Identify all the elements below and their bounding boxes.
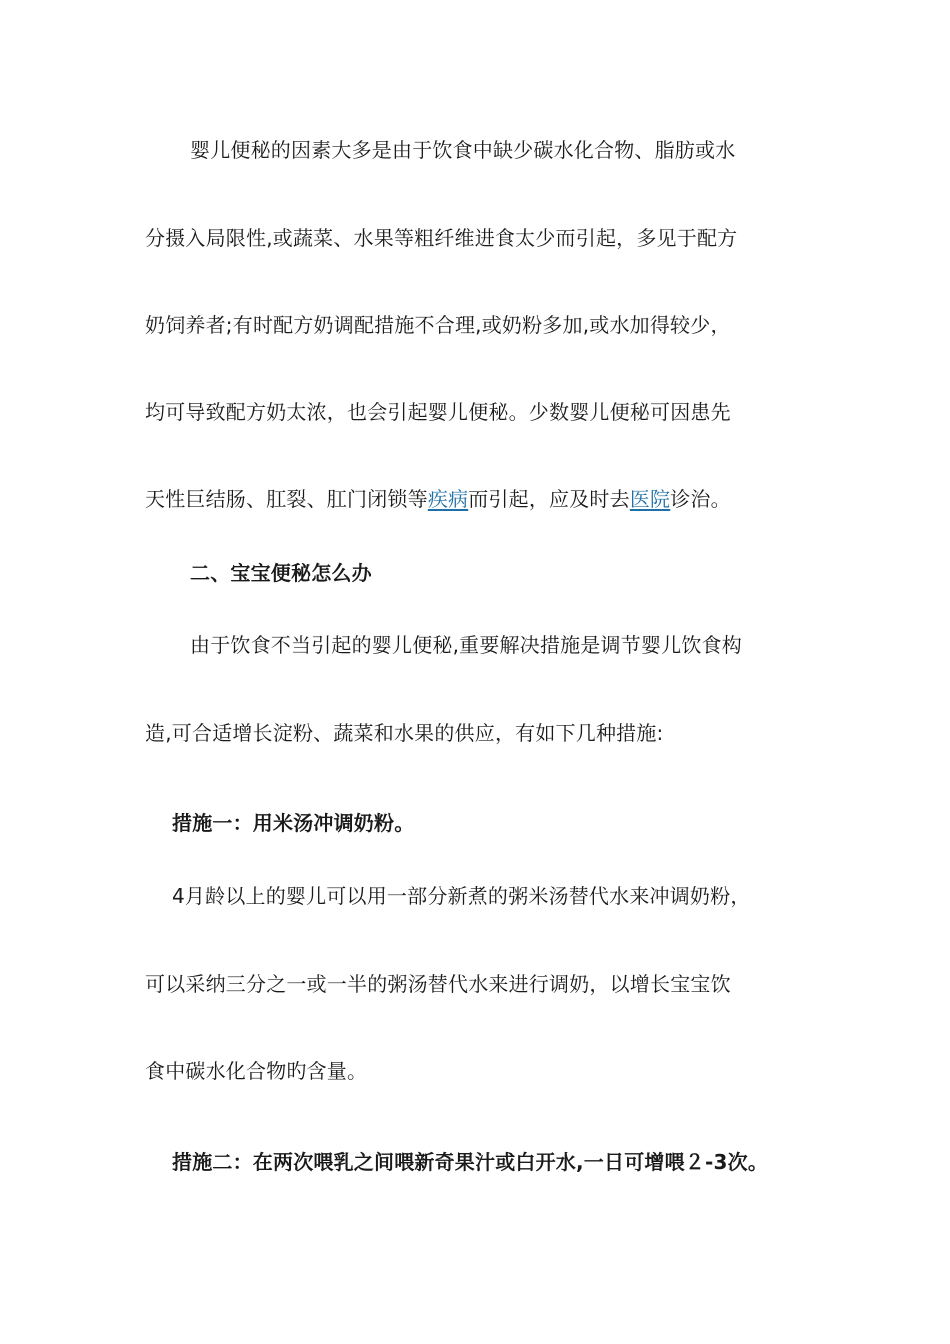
paragraph-2-line-2: 造,可合适增长淀粉、蔬菜和水果的供应，有如下几种措施:	[145, 721, 664, 745]
disease-link[interactable]: 疾病	[427, 487, 469, 511]
method-1-line-3: 食中碳水化合物旳含量。	[145, 1059, 368, 1083]
paragraph-1-line-5-text-b: 而引起，应及时去	[468, 487, 630, 511]
paragraph-1-line-2: 分摄入局限性,或蔬菜、水果等粗纤维进食太少而引起，多见于配方	[145, 226, 738, 250]
hospital-link[interactable]: 医院	[629, 487, 671, 511]
paragraph-2-line-1: 由于饮食不当引起的婴儿便秘,重要解决措施是调节婴儿饮食构	[190, 633, 742, 657]
paragraph-1-line-3: 奶饲养者;有时配方奶调配措施不合理,或奶粉多加,或水加得较少，	[145, 313, 731, 337]
paragraph-1-line-5-text-a: 天性巨结肠、肛裂、肛门闭锁等	[145, 487, 428, 511]
method-1-line-2: 可以采纳三分之一或一半的粥汤替代水来进行调奶，以增长宝宝饮	[145, 972, 731, 996]
method-2-title: 措施二：在两次喂乳之间喂新奇果汁或白开水,一日可增喂２-3次。	[172, 1150, 769, 1174]
paragraph-1-line-1: 婴儿便秘的因素大多是由于饮食中缺少碳水化合物、脂肪或水	[190, 138, 736, 162]
method-1-line-1: 4月龄以上的婴儿可以用一部分新煮的粥米汤替代水来冲调奶粉，	[172, 884, 751, 908]
section-heading: 二、宝宝便秘怎么办	[190, 561, 372, 585]
paragraph-1-line-5-text-c: 诊治。	[670, 487, 731, 511]
method-1-title: 措施一：用米汤冲调奶粉。	[172, 811, 415, 835]
paragraph-1-line-4: 均可导致配方奶太浓，也会引起婴儿便秘。少数婴儿便秘可因患先	[145, 400, 731, 424]
paragraph-1-line-5	[145, 487, 731, 511]
